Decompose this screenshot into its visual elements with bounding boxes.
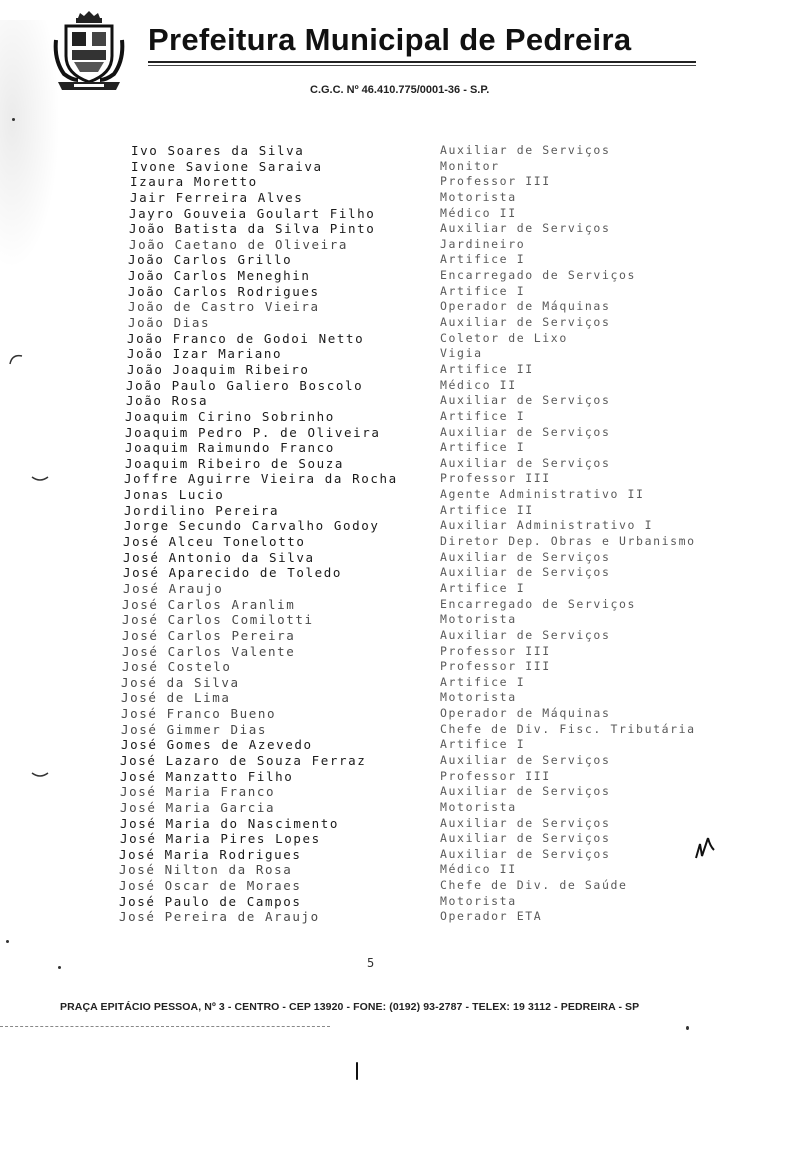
- list-item: [0, 534, 800, 550]
- list-item: [0, 143, 800, 159]
- employee-role: Auxiliar de Serviços: [440, 424, 611, 439]
- employee-name: João Paulo Galiero Boscolo: [126, 377, 364, 393]
- list-item: [0, 425, 800, 441]
- scan-speck: [356, 1062, 358, 1080]
- employee-role: Auxiliar de Serviços: [440, 815, 611, 830]
- employee-role: Auxiliar de Serviços: [440, 315, 611, 330]
- list-item: [0, 737, 800, 753]
- employee-name: José da Silva: [121, 674, 240, 690]
- list-item: [0, 862, 800, 878]
- scan-mark: [8, 352, 26, 366]
- employee-name: José Franco Bueno: [121, 706, 277, 722]
- list-item: [0, 706, 800, 722]
- employee-role: Operador ETA: [440, 909, 543, 924]
- employee-name: José Antonio da Silva: [123, 549, 315, 565]
- employee-name: José Alceu Tonelotto: [123, 534, 306, 550]
- list-item: [0, 628, 800, 644]
- employee-role: Auxiliar de Serviços: [440, 752, 611, 767]
- list-item: [0, 409, 800, 425]
- employee-role: Auxiliar Administrativo I: [440, 518, 654, 533]
- list-item: [0, 206, 800, 222]
- employee-role: Monitor: [440, 158, 500, 173]
- employee-role: Coletor de Lixo: [440, 330, 568, 345]
- employee-role: Motorista: [440, 690, 517, 705]
- list-item: [0, 659, 800, 675]
- employee-name: José Gomes de Azevedo: [121, 737, 313, 753]
- employee-name: José Araujo: [123, 580, 224, 596]
- scan-speck: [686, 1026, 689, 1030]
- employee-role: Motorista: [440, 189, 517, 204]
- scan-mark: [30, 770, 50, 780]
- list-item: [0, 518, 800, 534]
- employee-name: João Joaquim Ribeiro: [127, 361, 310, 377]
- employee-name: José Maria do Nascimento: [120, 815, 340, 831]
- list-item: [0, 612, 800, 628]
- list-item: [0, 487, 800, 503]
- employee-role: Auxiliar de Serviços: [440, 393, 611, 408]
- list-item: [0, 894, 800, 910]
- header-rule: [148, 61, 696, 63]
- employee-role: Motorista: [440, 893, 517, 908]
- list-item: [0, 769, 800, 785]
- list-item: [0, 315, 800, 331]
- employee-name: João Franco de Godoi Netto: [127, 330, 365, 346]
- footer-address: PRAÇA EPITÁCIO PESSOA, Nº 3 - CENTRO - CEP 13920 - FONE: (0192) 93-2787 - TELEX: 19 3112 - PEDREIRA - SP: [60, 1001, 640, 1013]
- employee-role: Jardineiro: [440, 236, 526, 251]
- employee-role: Auxiliar de Serviços: [440, 455, 611, 470]
- employee-name: João Caetano de Oliveira: [129, 236, 349, 252]
- list-item: [0, 159, 800, 175]
- page-number: 5: [367, 956, 375, 970]
- list-item: [0, 847, 800, 863]
- employee-name: João Carlos Rodrigues: [128, 283, 320, 299]
- employee-list: [0, 143, 800, 925]
- employee-name: José Pereira de Araujo: [119, 909, 320, 925]
- list-item: [0, 675, 800, 691]
- employee-name: Joaquim Ribeiro de Souza: [125, 455, 345, 471]
- employee-name: Ivone Savione Saraiva: [131, 158, 323, 174]
- employee-name: Jorge Secundo Carvalho Godoy: [124, 518, 380, 534]
- header-title: Prefeitura Municipal de Pedreira: [148, 22, 632, 57]
- list-item: [0, 722, 800, 738]
- employee-name: João Carlos Meneghin: [128, 268, 311, 284]
- list-item: [0, 237, 800, 253]
- cgc-number: C.G.C. Nº 46.410.775/0001-36 - S.P.: [310, 84, 490, 96]
- employee-role: Professor III: [440, 659, 551, 674]
- list-item: [0, 471, 800, 487]
- list-item: [0, 597, 800, 613]
- employee-role: Artifice I: [440, 283, 526, 298]
- scan-mark: [30, 474, 50, 484]
- employee-role: Chefe de Div. de Saúde: [440, 878, 628, 893]
- employee-role: Médico II: [440, 205, 517, 220]
- employee-role: Auxiliar de Serviços: [440, 627, 611, 642]
- list-item: [0, 565, 800, 581]
- employee-role: Chefe de Div. Fisc. Tributária: [440, 721, 696, 736]
- employee-role: Artifice II: [440, 361, 534, 376]
- scan-speck: [6, 940, 9, 943]
- employee-role: Professor III: [440, 768, 551, 783]
- employee-name: João Carlos Grillo: [128, 252, 293, 268]
- employee-role: Encarregado de Serviços: [440, 596, 637, 611]
- list-item: [0, 816, 800, 832]
- employee-role: Agente Administrativo II: [440, 487, 645, 502]
- employee-name: Joffre Aguirre Vieira da Rocha: [124, 471, 398, 487]
- municipal-crest-logo: [52, 10, 126, 94]
- handwritten-mark: [692, 832, 718, 862]
- list-item: [0, 800, 800, 816]
- list-item: [0, 550, 800, 566]
- list-item: [0, 378, 800, 394]
- footer-divider: [0, 1026, 330, 1028]
- employee-role: Médico II: [440, 862, 517, 877]
- employee-name: João de Castro Vieira: [128, 299, 320, 315]
- list-item: [0, 878, 800, 894]
- employee-name: José Aparecido de Toledo: [123, 565, 343, 581]
- employee-role: Artifice I: [440, 580, 526, 595]
- employee-name: Joaquim Raimundo Franco: [125, 440, 335, 456]
- list-item: [0, 753, 800, 769]
- list-item: [0, 346, 800, 362]
- employee-role: Professor III: [440, 643, 551, 658]
- list-item: [0, 784, 800, 800]
- employee-name: José Manzatto Filho: [120, 768, 294, 784]
- list-item: [0, 299, 800, 315]
- list-item: [0, 362, 800, 378]
- employee-role: Vigia: [440, 346, 483, 361]
- employee-role: Professor III: [440, 174, 551, 189]
- list-item: [0, 174, 800, 190]
- employee-role: Artifice I: [440, 252, 526, 267]
- employee-role: Motorista: [440, 799, 517, 814]
- employee-name: José Costelo: [122, 659, 232, 675]
- employee-name: José Maria Rodrigues: [119, 846, 302, 862]
- employee-role: Auxiliar de Serviços: [440, 846, 611, 861]
- employee-role: Médico II: [440, 377, 517, 392]
- employee-role: Professor III: [440, 471, 551, 486]
- employee-name: José Carlos Comilotti: [122, 612, 314, 628]
- employee-name: João Izar Mariano: [127, 346, 283, 362]
- employee-name: José Maria Franco: [120, 784, 276, 800]
- employee-name: Izaura Moretto: [130, 174, 258, 190]
- list-item: [0, 581, 800, 597]
- list-item: [0, 440, 800, 456]
- list-item: [0, 331, 800, 347]
- list-item: [0, 644, 800, 660]
- employee-role: Artifice I: [440, 737, 526, 752]
- employee-role: Operador de Máquinas: [440, 706, 611, 721]
- employee-role: Motorista: [440, 612, 517, 627]
- employee-role: Auxiliar de Serviços: [440, 221, 611, 236]
- employee-name: José Oscar de Moraes: [119, 878, 302, 894]
- employee-name: Joaquim Cirino Sobrinho: [125, 408, 335, 424]
- employee-name: José Carlos Aranlim: [122, 596, 296, 612]
- employee-role: Operador de Máquinas: [440, 299, 611, 314]
- employee-role: Auxiliar de Serviços: [440, 565, 611, 580]
- employee-role: Artifice I: [440, 674, 526, 689]
- list-item: [0, 252, 800, 268]
- employee-name: Jonas Lucio: [124, 487, 225, 503]
- employee-role: Auxiliar de Serviços: [440, 831, 611, 846]
- employee-name: João Batista da Silva Pinto: [129, 221, 376, 237]
- scan-speck: [12, 118, 15, 121]
- employee-role: Auxiliar de Serviços: [440, 143, 611, 157]
- employee-name: Jordilino Pereira: [124, 502, 280, 518]
- employee-name: José de Lima: [121, 690, 231, 706]
- scan-speck: [58, 966, 61, 969]
- employee-name: João Dias: [128, 315, 211, 331]
- employee-name: José Carlos Pereira: [122, 627, 296, 643]
- employee-name: José Paulo de Campos: [119, 893, 302, 909]
- employee-name: Joaquim Pedro P. de Oliveira: [125, 424, 381, 440]
- list-item: [0, 456, 800, 472]
- employee-role: Artifice I: [440, 408, 526, 423]
- list-item: [0, 690, 800, 706]
- list-item: [0, 284, 800, 300]
- employee-name: José Nilton da Rosa: [119, 862, 293, 878]
- employee-name: João Rosa: [126, 393, 209, 409]
- employee-role: Artifice I: [440, 440, 526, 455]
- list-item: [0, 190, 800, 206]
- employee-name: José Gimmer Dias: [121, 721, 268, 737]
- list-item: [0, 503, 800, 519]
- employee-name: José Carlos Valente: [122, 643, 296, 659]
- list-item: [0, 393, 800, 409]
- employee-role: Encarregado de Serviços: [440, 268, 637, 283]
- list-item: [0, 909, 800, 925]
- header-rule-thin: [148, 65, 696, 66]
- list-item: [0, 268, 800, 284]
- employee-name: José Maria Garcia: [120, 799, 276, 815]
- employee-name: José Lazaro de Souza Ferraz: [120, 752, 367, 768]
- employee-role: Auxiliar de Serviços: [440, 549, 611, 564]
- employee-role: Auxiliar de Serviços: [440, 784, 611, 799]
- list-item: [0, 221, 800, 237]
- employee-name: Jair Ferreira Alves: [130, 189, 304, 205]
- employee-name: Ivo Soares da Silva: [131, 143, 305, 158]
- employee-name: Jayro Gouveia Goulart Filho: [129, 205, 376, 221]
- employee-name: José Maria Pires Lopes: [120, 831, 321, 847]
- list-item: [0, 831, 800, 847]
- employee-role: Artifice II: [440, 502, 534, 517]
- employee-role: Diretor Dep. Obras e Urbanismo: [440, 534, 696, 549]
